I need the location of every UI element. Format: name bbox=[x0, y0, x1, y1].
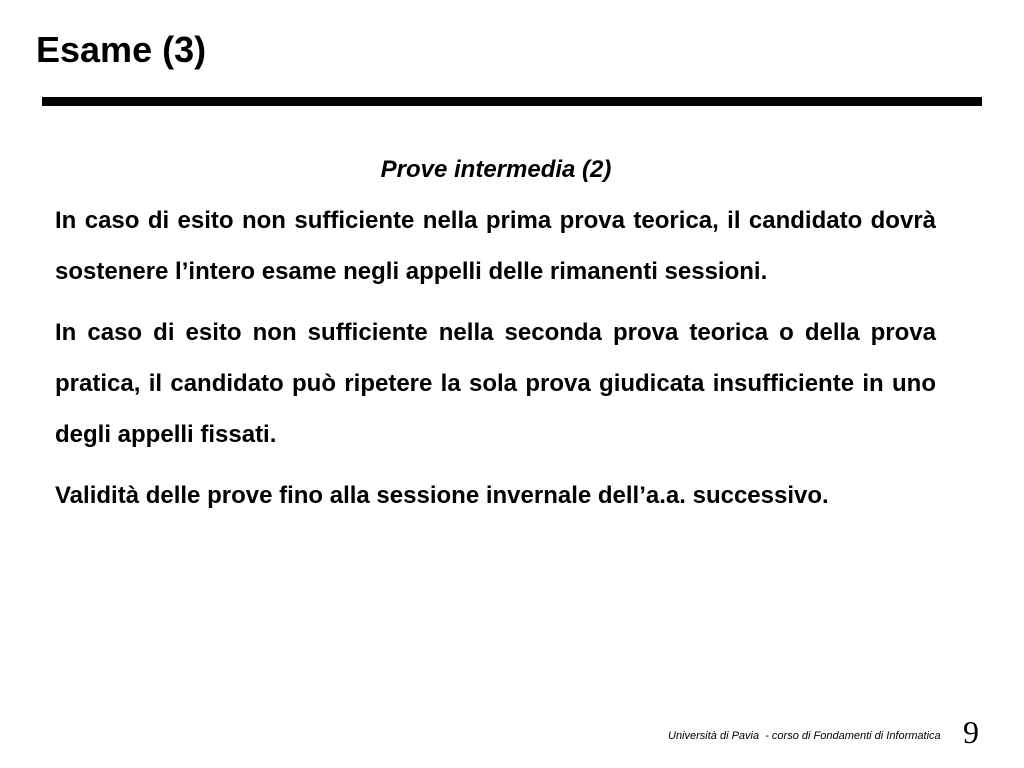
slide-body bbox=[55, 195, 936, 531]
page-number: 9 bbox=[963, 714, 979, 750]
section-subtitle: Prove intermedia (2) bbox=[380, 156, 612, 183]
footer-text: Università di Pavia - corso di Fondamenti di Informatica bbox=[668, 730, 941, 742]
slide-title: Esame (3) bbox=[36, 29, 207, 70]
paragraph-validity: Validità delle prove fino alla sessione invernale dell’a.a. successivo. bbox=[55, 482, 829, 509]
paragraph-first-test-failure: In caso di esito non sufficiente nella prima prova teorica, il candidato dovrà sostenere l’intero esame negli appelli delle rimanenti sessioni. bbox=[55, 207, 936, 285]
title-divider bbox=[42, 97, 982, 106]
paragraph-second-test-failure: In caso di esito non sufficiente nella seconda prova teorica o della prova pratica, il candidato può ripetere la sola prova giudicata insufficiente in uno degli appelli fissati. bbox=[55, 319, 936, 448]
